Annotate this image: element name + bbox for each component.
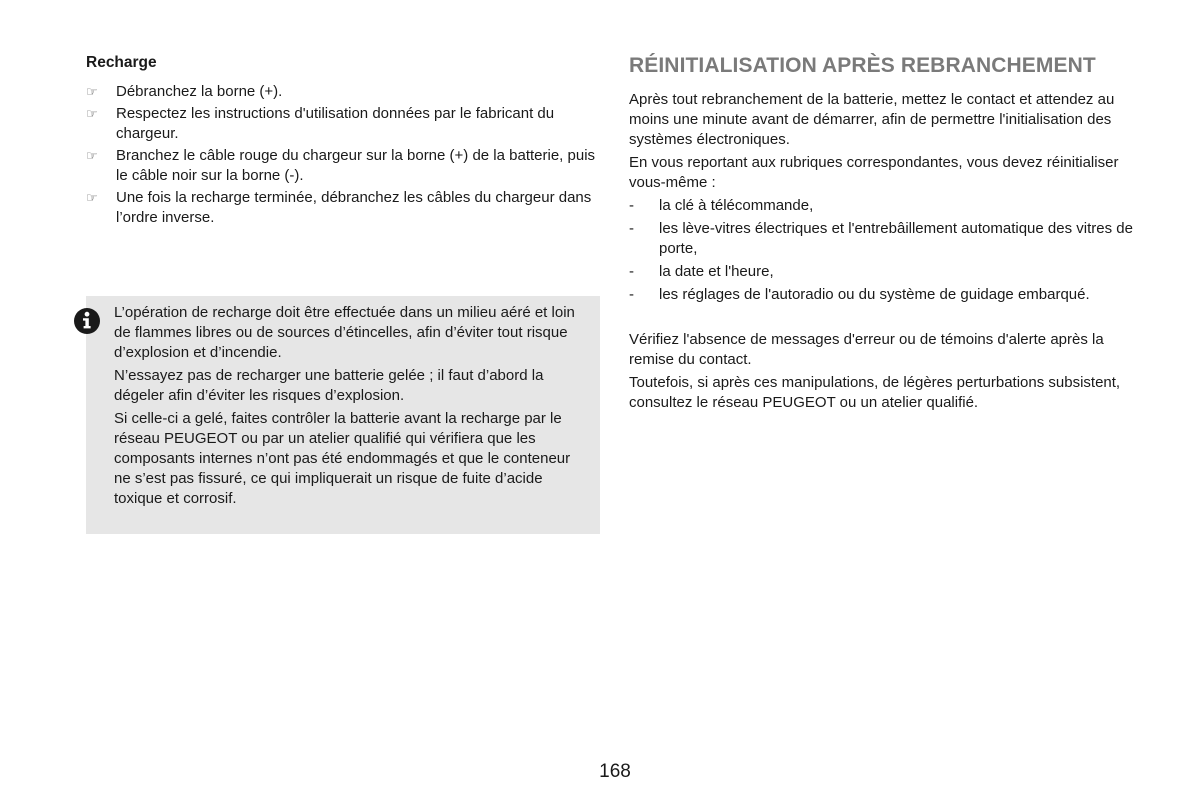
list-item: [86, 146, 602, 186]
spacer: [629, 308, 1149, 330]
reinit-intro-paragraph: Après tout rebranchement de la batterie, mettez le contact et attendez au moins une minute avant de démarrer, afin de permettre l'initialisation des systèmes électroniques.: [629, 91, 1115, 148]
pointing-hand-icon: ☞: [86, 148, 98, 163]
dash-marker: -: [629, 263, 634, 280]
list-item: [86, 104, 602, 144]
dash-marker: -: [629, 197, 634, 214]
list-item: [629, 262, 1149, 282]
item-text: la clé à télécommande,: [659, 197, 814, 214]
pointing-hand-icon: ☞: [86, 84, 98, 99]
reinit-items-list: [629, 196, 1149, 305]
reinit-title: RÉINITIALISATION APRÈS REBRANCHEMENT: [629, 54, 1096, 77]
info-icon: [72, 306, 102, 336]
support-paragraph: Toutefois, si après ces manipulations, de légères perturbations subsistent, consultez le réseau PEUGEOT ou un atelier qualifié.: [629, 374, 1121, 411]
list-item: [629, 196, 1149, 216]
list-item: [86, 188, 602, 228]
pointing-hand-icon: ☞: [86, 106, 98, 121]
reinit-list-intro: En vous reportant aux rubriques correspondantes, vous devez réinitialiser vous-même :: [629, 154, 1119, 191]
check-paragraph: Vérifiez l'absence de messages d'erreur ou de témoins d'alerte après la remise du contact.: [629, 331, 1104, 368]
step-text: Une fois la recharge terminée, débranchez les câbles du chargeur dans l’ordre inverse.: [116, 189, 592, 226]
pointing-hand-icon: ☞: [86, 190, 98, 205]
warning-paragraph: L’opération de recharge doit être effectuée dans un milieu aéré et loin de flammes libres ou de sources d’étincelles, afin d’éviter tout risque d’explosion et d’incendie.: [114, 304, 575, 361]
warning-text: [114, 303, 590, 512]
item-text: la date et l'heure,: [659, 263, 774, 280]
warning-box: [86, 296, 600, 534]
step-text: Branchez le câble rouge du chargeur sur la borne (+) de la batterie, puis le câble noir sur la borne (-).: [116, 147, 596, 184]
reinit-section: [629, 52, 1149, 416]
list-item: [86, 82, 602, 102]
recharge-section: [86, 52, 602, 230]
step-text: Débranchez la borne (+).: [116, 83, 283, 100]
dash-marker: -: [629, 220, 634, 237]
warning-paragraph: Si celle-ci a gelé, faites contrôler la batterie avant la recharge par le réseau PEUGEOT ou par un atelier qualifié qui vérifiera que les composants internes n’ont pas été endommagés et que le conteneur ne s’est pas fissuré, ce qui impliquerait un risque de fuite d’acide toxique et corrosif.: [114, 410, 571, 507]
item-text: les réglages de l'autoradio ou du système de guidage embarqué.: [659, 286, 1090, 303]
step-text: Respectez les instructions d'utilisation données par le fabricant du chargeur.: [116, 105, 555, 142]
list-item: [629, 285, 1149, 305]
recharge-heading: Recharge: [86, 54, 157, 71]
warning-paragraph: N’essayez pas de recharger une batterie gelée ; il faut d’abord la dégeler afin d’éviter les risques d’explosion.: [114, 367, 544, 404]
recharge-steps-list: [86, 82, 602, 228]
page-number: 168: [599, 761, 631, 782]
list-item: [629, 219, 1149, 259]
dash-marker: -: [629, 286, 634, 303]
item-text: les lève-vitres électriques et l'entrebâillement automatique des vitres de porte,: [659, 220, 1133, 257]
